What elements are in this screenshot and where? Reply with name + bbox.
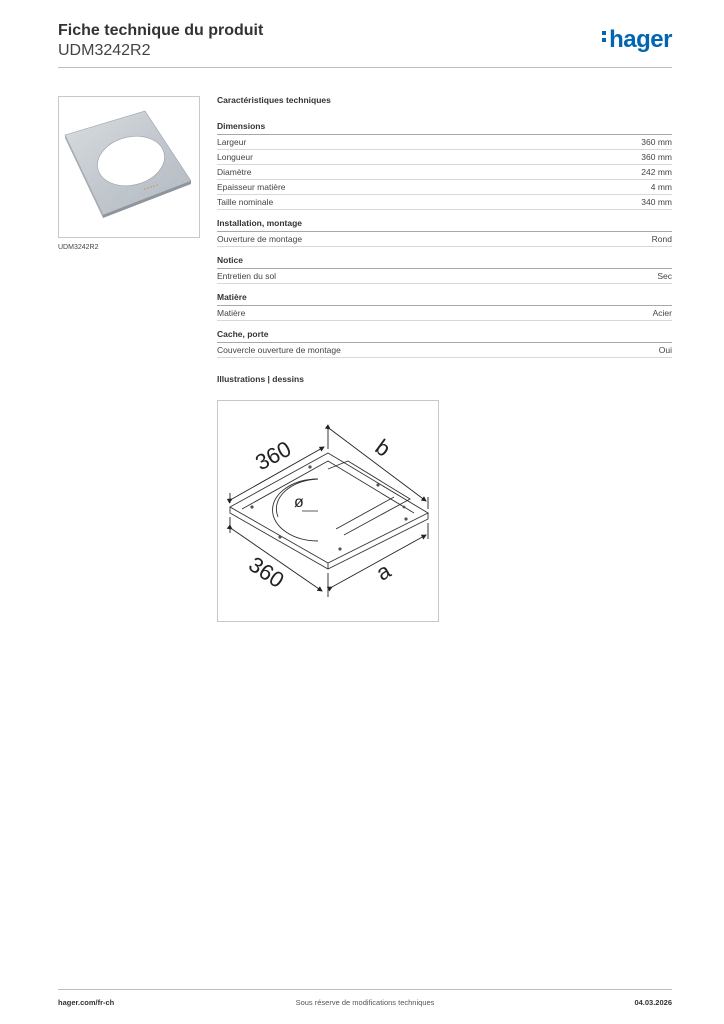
spec-row	[217, 269, 672, 284]
dimension-drawing	[217, 400, 439, 622]
spec-row	[217, 195, 672, 210]
illustrations-heading: Illustrations | dessins	[217, 374, 304, 384]
spec-label: Epaisseur matière	[217, 182, 286, 192]
spec-row	[217, 135, 672, 150]
spec-row	[217, 343, 672, 358]
spec-label: Longueur	[217, 152, 253, 162]
spec-group-installation	[217, 218, 672, 247]
spec-label: Diamètre	[217, 167, 252, 177]
spec-row	[217, 232, 672, 247]
spec-value: 4 mm	[650, 182, 672, 192]
footer-disclaimer: Sous réserve de modifications techniques	[295, 998, 435, 1007]
spec-row	[217, 306, 672, 321]
footer-divider	[58, 989, 672, 990]
spec-label: Largeur	[217, 137, 247, 147]
spec-label: Matière	[217, 308, 246, 318]
dim-label-top-left: 360	[251, 435, 296, 476]
spec-group-material	[217, 292, 672, 321]
spec-group-title: Dimensions	[217, 121, 672, 135]
spec-label: Ouverture de montage	[217, 234, 303, 244]
spec-value: 360 mm	[641, 152, 672, 162]
dim-label-bottom-right: a	[371, 557, 395, 586]
spec-value: 360 mm	[641, 137, 672, 147]
technical-specs	[217, 95, 672, 384]
spec-label: Taille nominale	[217, 197, 274, 207]
spec-label: Entretien du sol	[217, 271, 277, 281]
spec-value: Rond	[651, 234, 672, 244]
spec-row	[217, 165, 672, 180]
footer-date: 04.03.2026	[634, 998, 672, 1007]
logo-text: hager	[609, 26, 672, 53]
spec-group-title: Matière	[217, 292, 672, 306]
header-divider	[58, 67, 672, 68]
spec-group-dimensions	[217, 121, 672, 210]
spec-group-title: Installation, montage	[217, 218, 672, 232]
page-header	[58, 22, 672, 60]
page-title: Fiche technique du produit	[58, 22, 264, 39]
product-reference: UDM3242R2	[58, 42, 151, 59]
spec-group-notice	[217, 255, 672, 284]
product-image	[58, 96, 200, 238]
spec-value: Sec	[657, 271, 672, 281]
plate-photo-icon	[59, 97, 199, 237]
spec-group-title: Notice	[217, 255, 672, 269]
product-image-caption: UDM3242R2	[58, 244, 99, 251]
footer-website: hager.com/fr-ch	[58, 998, 115, 1007]
spec-group-title: Cache, porte	[217, 329, 672, 343]
spec-label: Couvercle ouverture de montage	[217, 345, 341, 355]
spec-value: 340 mm	[641, 197, 672, 207]
spec-group-cover	[217, 329, 672, 358]
logo-dots-icon	[602, 28, 608, 45]
spec-row	[217, 180, 672, 195]
diameter-symbol: ø	[294, 494, 304, 511]
spec-value: Oui	[658, 345, 672, 355]
spec-value: Acier	[652, 308, 672, 318]
dim-label-top-right: b	[370, 434, 396, 462]
hager-logo	[602, 26, 672, 54]
dim-label-bottom-left: 360	[244, 551, 289, 593]
spec-row	[217, 150, 672, 165]
specs-heading: Caractéristiques techniques	[217, 95, 331, 105]
spec-value: 242 mm	[641, 167, 672, 177]
plate-drawing-icon	[218, 401, 438, 621]
